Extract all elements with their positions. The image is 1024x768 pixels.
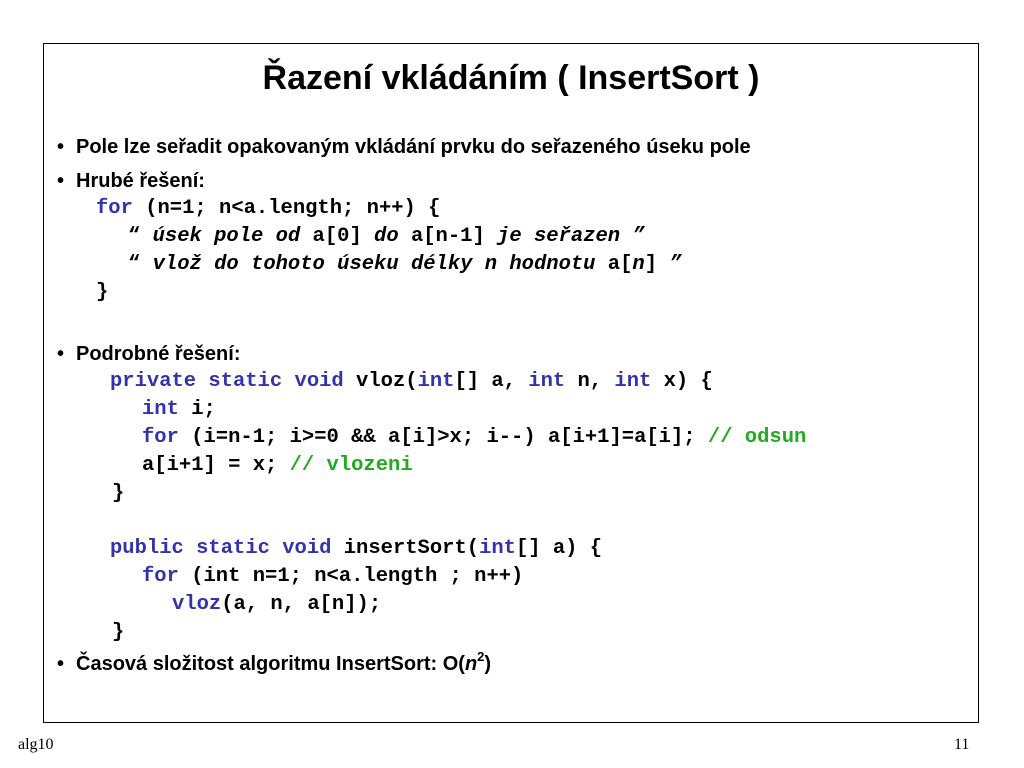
code-comment: úsek pole od [152,225,301,248]
code-text: insertSort( [331,537,480,560]
code-comment: // odsun [707,426,807,449]
code-text: a[i+1] = x; [142,454,290,477]
code-text: (a, n, a[n]); [221,593,382,616]
keyword: private static void [110,370,344,393]
keyword: int [142,398,179,421]
complexity-exponent: 2 [477,649,485,665]
code-comment: n [632,253,645,276]
keyword: int [528,370,566,393]
insertsort-code-line-4: } [112,621,125,644]
code-text: “ [128,253,153,276]
code-text: [] a, [454,370,529,393]
vloz-code-line-3 [142,424,806,452]
footer-page-number: 11 [954,736,970,753]
complexity-variable: n [464,653,478,675]
rough-code-line-4: } [96,281,109,304]
code-text: (n=1; n<a.length; n++) { [132,197,441,220]
bullet-rough-solution: • Hrubé řešení: [76,167,205,195]
keyword: int [479,537,516,560]
keyword: int [417,370,455,393]
keyword: public static void [110,537,332,560]
keyword: for [96,197,133,220]
code-comment: ” [669,253,682,276]
code-text: a[n-1] [398,225,498,248]
rough-code-line-3 [128,251,682,279]
keyword: vloz [172,593,222,616]
code-comment: je seřazen ” [497,225,645,248]
code-text: “ [128,225,153,248]
keyword: int [614,370,652,393]
code-comment: vlož do tohoto úseku délky n hodnotu [152,253,596,276]
slide-title: Řazení vkládáním ( InsertSort ) [262,59,760,97]
bullet-detailed-solution: • Podrobné řešení: [76,340,240,368]
vloz-code-line-4 [142,452,413,480]
vloz-code-line-5: } [112,482,125,505]
insertsort-code-line-3 [172,591,381,619]
code-text: n, [565,370,615,393]
rough-code-line-2 [128,223,645,251]
keyword: for [142,426,179,449]
bullet-intro: • Pole lze seřadit opakovaným vkládání prvku do seřazeného úseku pole [76,133,751,161]
insertsort-code-line-1 [110,535,602,563]
code-text: x) { [651,370,713,393]
code-text: i; [178,398,216,421]
keyword: for [142,565,179,588]
complexity-close: ) [484,653,492,675]
rough-code-line-1 [96,195,440,223]
complexity-text: Časová složitost algoritmu InsertSort: O( [76,653,465,675]
code-text: a[0] [300,225,375,248]
vloz-code-line-1 [110,368,713,396]
code-text: ] [644,253,670,276]
vloz-code-line-2 [142,396,216,424]
code-text: vloz( [343,370,418,393]
insertsort-code-line-2 [142,563,523,591]
code-comment: // vlozeni [289,454,413,477]
code-comment: do [374,225,399,248]
code-text: (int n=1; n<a.length ; n++) [178,565,524,588]
code-text: a[ [595,253,633,276]
bullet-complexity [76,650,491,678]
footer-lecture-label: alg10 [18,736,54,753]
code-text: (i=n-1; i>=0 && a[i]>x; i--) a[i+1]=a[i]; [178,426,708,449]
code-text: [] a) { [515,537,603,560]
